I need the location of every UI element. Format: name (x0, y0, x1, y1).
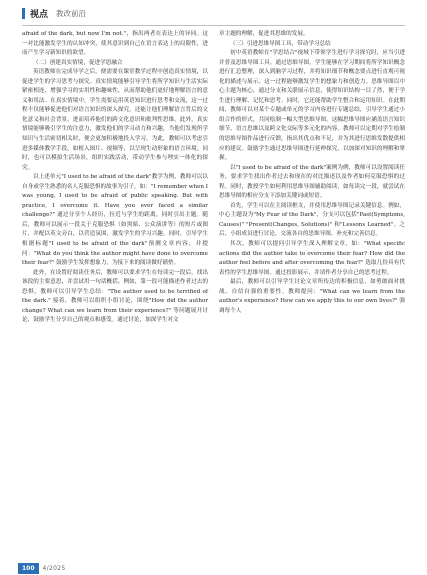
paragraph: 首先，学生可以在主阅读框支，并使用思维导图记录关键信息。例如，中心主题设为"My Fear of the Dark"，分支可以包括"Past(Symptoms, Causes)" "Present(Changes, Solutions)" 和"Lessons Learned"。之后，小组成员进行讨论，交流各自的思维导图，补充和完善信息。 (219, 202, 405, 238)
issue-label: 4/2025 (42, 564, 66, 572)
page-footer (0, 561, 427, 575)
section-subtitle: 教改前沿 (56, 8, 87, 18)
right-column (219, 30, 405, 316)
paragraph: afraid of the dark, but now I'm not."，指出两者在表达上的异同。这一对比能激发学生的认知冲突，使其意识到自己在语言表达上的局限性，进而产生学习新知识的欲望。 (22, 31, 208, 57)
page-header (0, 0, 427, 26)
section-title: 视点 (30, 9, 49, 20)
paragraph: 初中英语教师在"学思结合"视域下带领学生进行学习探究时，应当引进并普及思维导图工具。通过思维导图，学生能够在学习期间将所学知识概念进行汇总整理，深入到脑学习过程，并将知识细节和概念要点进行直观可视化的描述与展示。这一过程能够激发学生的想象力和创造力。思维导图以中心主题为核心，通过分支和关联展示信息，使得知识结构一目了然，便于学生进行理解、记忆和思考。同时，它还能帮助学生整合和运用知识。在此期间，教师可以对某个专题或单元的学习内容进行专题总结，引导学生通过小组合作的形式，共同绘制一幅大型思维导图。这幅思维导图应涵盖语言知识细节、语言思维以及跨文化交际等多元化的内容。教师可以定期对学生绘制的思维导图作品进行反馈，指出其优点和不足，并为其进行思维发散提供相应的建议。鼓励学生通过思维导图进行延伸探究，以加深对知识的理解和掌握。 (219, 50, 405, 162)
subheading: （三）引进思维导图工具，带动学习总结 (230, 40, 331, 47)
paragraph: 最后，教师可以引导学生讨论文章所传达的积极信息，如勇敢面对挑战、自信自强的重要性。教师提问："What can we learn from the author's experience? How can we apply this to our own lives?" 强调每个人 (219, 279, 405, 314)
paragraph: 以上述单元"I used to be afraid of the dark"教学为例，教师可以以自身或学生熟悉的名人克服恐惧的故事为引子，如："I remember when I was young, I used to be afraid of public speaking. But with practice, I overcome it. Have you ever faced a similar challenge?" 通过分享个人经历，拉近与学生的距离，同时引出主题。随后，教师可以展示一段关于克服恐惧（如黑暗、公众演讲等）的短片或图片，并配以英文旁白，以营造氛围，激发学生的学习兴趣。同时，引导学生根据标题"I used to be afraid of the dark"预测文章内容，并提问："What do you think the author might have done to overcome their fear?" 鼓励学生发挥想象力，为接下来的阅读做好铺垫。 (22, 174, 208, 267)
subheading: （二）创建真实情境，促进学思融合 (33, 59, 123, 66)
paragraph: 此外，在设置好阅读任务后，教师可以要求学生在每读完一段后，找出该段的主要意思，并尝试用一句话概括。例如，第一段可能描述作者过去的恐惧，教师可以引导学生总结："The author used to be terrified of the dark." 接着，教师可以组织小组讨论，围绕"How did the author change? What can we learn from their experience?" 等问题展开讨论，鼓励学生分享自己的观点和感受。通过讨论，加深学生对文 (22, 269, 208, 324)
paragraph: 以"I used to be afraid of the dark"案例为例，教师可以设置阅读任务，要求学生找出作者过去和现在的对比描述以及作者如何克服恐惧的过程。同时，教授学生如何利用思维导图辅助阅读，如每读完一段，就尝试在思维导图的相应分支下添加关键词或短语。 (219, 164, 405, 200)
page-number: 100 (18, 563, 39, 574)
header-rule (22, 25, 405, 26)
paragraph: 其次，教师可以提问引导学生深入理解文章，如："What specific actions did the author take to overcome their fear? How did the author feel before and after overcoming the fear?" 选取几份具有代表性的学生思维导图，通过投影展示，并请作者分享自己的思考过程。 (219, 241, 405, 276)
section-marker (22, 8, 25, 19)
paragraph: 章主题的理解，促进其思维的发展。 (219, 31, 309, 37)
paragraph: 英语教师在完成导学之后，便需要在课堂教学过程中创造真实情境，以促进学生的学习思考与探究。真实情境能够引导学生将所学知识与生活实际紧密相连，增强学习的实用性和趣味性，从而帮助他们更好地理解语言的意义和用法。在真实情境中，学生需要运用英语知识进行思考和交流，这一过程不仅能够促进他们对语言知识的深入探究，还能让他们理解语言背后的文化意义和社会背景，进而培养他们的跨文化意识和批判性思维。此外，真实情境能够吸引学生的注意力，激发他们的学习动力和兴趣，当他们发现所学知识与生活密切相关时，便会更加积极地投入学习。为此，教师可以考虑引进多媒体教学手段，如植入图片、视频等，以呈现生动形象的语言环境。同时，也可以模拟生活场景，组织实践活动，带动学生参与理实一体化的探究。 (22, 69, 208, 171)
left-column (22, 30, 208, 326)
